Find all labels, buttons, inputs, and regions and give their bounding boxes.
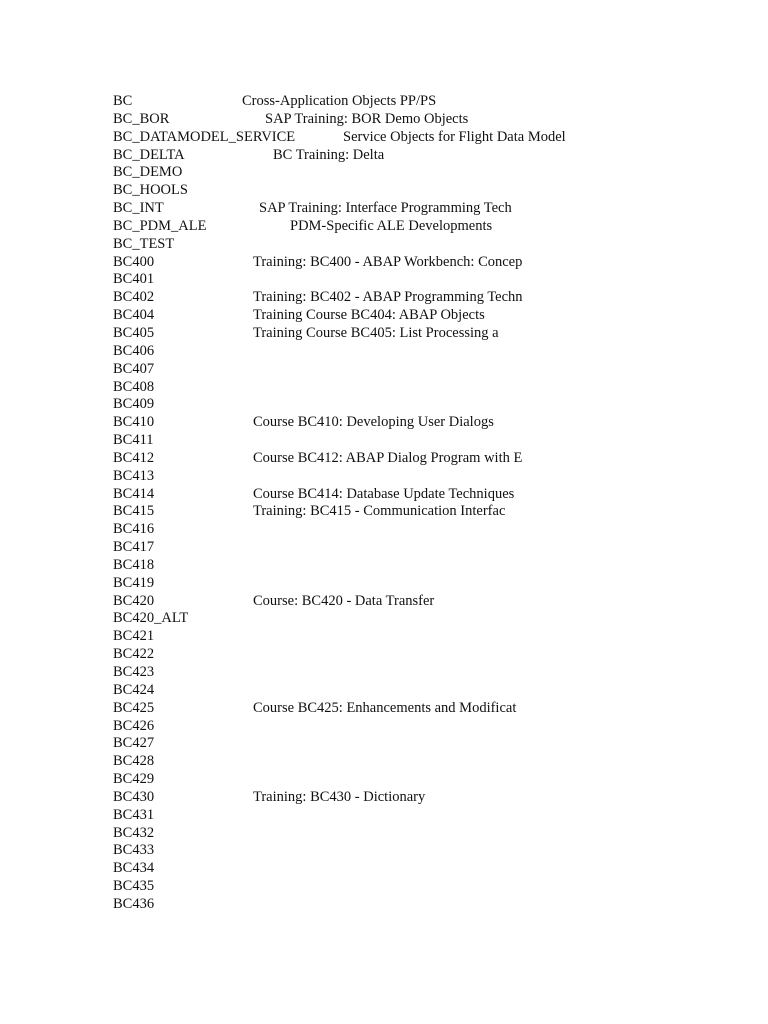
package-code: BC431: [113, 806, 155, 823]
package-code: BC_PDM_ALE: [113, 217, 207, 234]
package-code: BC424: [113, 681, 155, 698]
package-code: BC404: [113, 307, 155, 324]
package-code: BC429: [113, 771, 155, 788]
package-code: BC_DELTA: [113, 146, 185, 163]
package-code: BC411: [113, 432, 154, 449]
package-description: Course BC425: Enhancements and Modificat: [253, 699, 517, 716]
package-code: BC428: [113, 753, 155, 770]
package-code: BC430: [113, 788, 155, 805]
package-description: Training: BC400 - ABAP Workbench: Concep: [253, 253, 523, 270]
package-code: BC408: [113, 378, 155, 395]
package-code: BC414: [113, 485, 155, 502]
package-code: BC407: [113, 360, 155, 377]
package-code: BC436: [113, 895, 155, 912]
package-code: BC: [113, 93, 133, 109]
package-code: BC_DEMO: [113, 164, 183, 181]
package-description: Course: BC420 - Data Transfer: [253, 592, 435, 609]
package-description: Training Course BC404: ABAP Objects: [253, 307, 485, 324]
package-description: SAP Training: BOR Demo Objects: [265, 110, 469, 127]
package-code: BC405: [113, 324, 155, 341]
package-description: SAP Training: Interface Programming Tech: [259, 200, 512, 217]
package-code: BC415: [113, 503, 155, 520]
package-description: Cross-Application Objects PP/PS: [242, 93, 437, 109]
package-code: BC425: [113, 699, 155, 716]
package-code: BC_HOOLS: [113, 182, 188, 199]
package-code: BC_TEST: [113, 235, 175, 252]
package-code: BC433: [113, 842, 155, 859]
package-code: BC434: [113, 860, 155, 877]
package-code: BC420_ALT: [113, 610, 189, 627]
package-description: Training: BC430 - Dictionary: [253, 788, 426, 805]
package-code: BC427: [113, 735, 155, 752]
package-code: BC412: [113, 449, 155, 466]
package-description: Service Objects for Flight Data Model: [343, 128, 566, 145]
package-code: BC401: [113, 271, 155, 288]
package-code: BC432: [113, 824, 155, 841]
package-description: BC Training: Delta: [273, 146, 385, 163]
package-code: BC402: [113, 289, 155, 306]
package-code: BC417: [113, 539, 155, 556]
package-code: BC410: [113, 414, 155, 431]
package-description: Course BC410: Developing User Dialogs: [253, 414, 494, 431]
package-code: BC435: [113, 878, 155, 895]
package-code: BC419: [113, 574, 155, 591]
package-code: BC_BOR: [113, 110, 170, 127]
package-code: BC409: [113, 396, 155, 413]
package-code: BC406: [113, 342, 155, 359]
package-code: BC420: [113, 592, 155, 609]
package-code: BC400: [113, 253, 155, 270]
package-description: Training Course BC405: List Processing a: [253, 324, 499, 341]
package-code: BC422: [113, 646, 155, 663]
package-code: BC413: [113, 467, 155, 484]
package-description: Course BC414: Database Update Techniques: [253, 485, 515, 502]
package-description: Training: BC402 - ABAP Programming Techn: [253, 289, 523, 306]
package-code: BC_DATAMODEL_SERVICE: [113, 128, 296, 145]
package-code: BC426: [113, 717, 155, 734]
package-code: BC421: [113, 628, 155, 645]
package-code: BC_INT: [113, 200, 164, 217]
package-code: BC423: [113, 664, 155, 680]
package-description: Course BC412: ABAP Dialog Program with E: [253, 449, 523, 466]
package-code: BC416: [113, 521, 155, 538]
package-code: BC418: [113, 556, 155, 573]
package-description: PDM-Specific ALE Developments: [290, 217, 493, 234]
package-description: Training: BC415 - Communication Interfac: [253, 503, 506, 520]
